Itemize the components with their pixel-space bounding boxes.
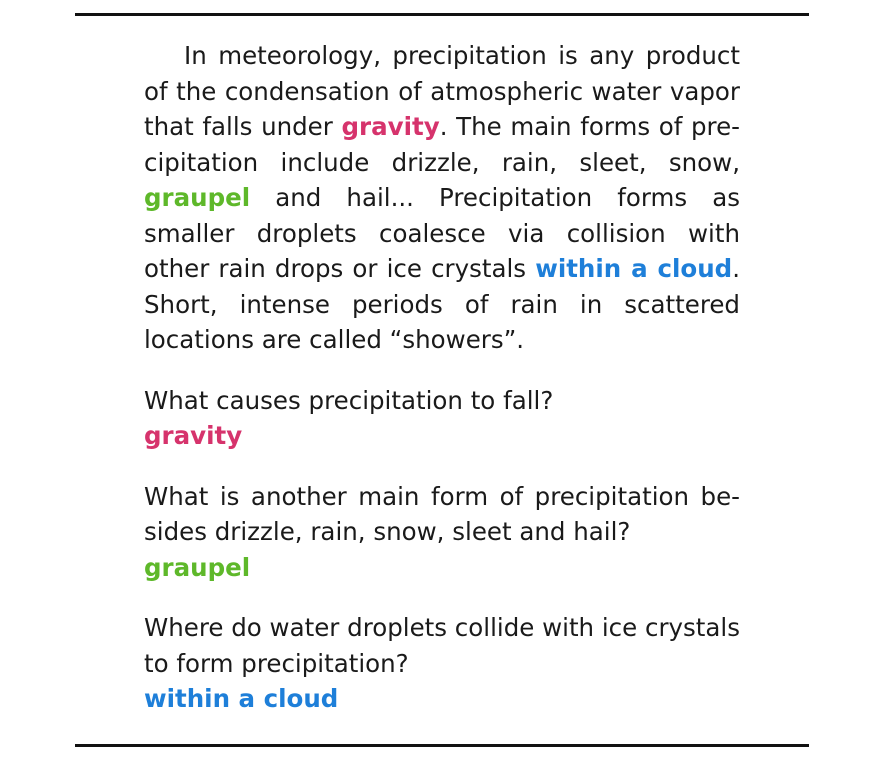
question-1: What causes precipitation to fall? — [144, 385, 554, 415]
answer-2: graupel — [144, 552, 251, 582]
highlight-within-a-cloud: within a cloud — [535, 254, 733, 283]
answer-1: gravity — [144, 421, 243, 450]
qa-item-2 — [144, 479, 740, 586]
passage-text-2: . The main forms of precipitation include drizzle, rain, sleet, snow, — [144, 112, 740, 177]
passage — [144, 38, 740, 358]
question-3: Where do water droplets collide with ice crystals to form precipitation? — [144, 613, 741, 678]
passage-text-3: and hail... Precipitation forms as smaller droplets coalesce via collision with other rain drops or ice crystals — [144, 183, 740, 283]
qa-item-3 — [144, 610, 740, 717]
top-rule — [75, 13, 809, 16]
passage-text-4: . Short, intense periods of rain in scattered locations are called “showers”. — [144, 254, 740, 354]
bottom-rule — [75, 744, 809, 747]
answer-3: within a cloud — [144, 684, 339, 713]
qa-item-1 — [144, 383, 740, 454]
document-body — [144, 38, 740, 717]
question-2: What is another main form of precipitation besides drizzle, rain, snow, sleet and hail? — [144, 481, 740, 546]
highlight-gravity: gravity — [341, 112, 440, 141]
highlight-graupel: graupel — [144, 183, 251, 212]
passage-text-1: In meteorology, precipitation is any product of the condensation of atmospheric water vapor that falls under — [144, 41, 740, 141]
